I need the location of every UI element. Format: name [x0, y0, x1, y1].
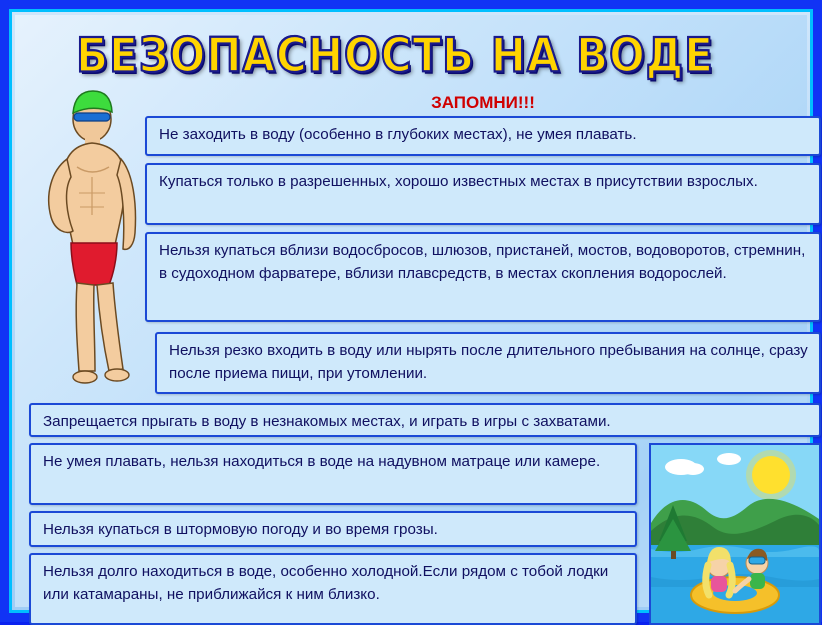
rule-text: Нельзя долго находиться в воде, особенно холодной.Если рядом с тобой лодки или катамараны, не приближайся к ним близко.: [43, 563, 609, 603]
swimmer-figure-illustration: [37, 85, 155, 395]
subtitle: ЗАПОМНИ!!!: [431, 93, 535, 112]
page-title: БЕЗОПАСНОСТЬ НА ВОДЕ: [76, 28, 714, 83]
rule-item: [155, 332, 821, 394]
rule-item: [145, 116, 821, 156]
rule-text: Не умея плавать, нельзя находиться в воде на надувном матраце или камере.: [43, 453, 601, 470]
rule-item: [29, 553, 637, 625]
rule-text: Нельзя резко входить в воду или нырять после длительного пребывания на солнце, сразу после приема пищи, при утомлении.: [169, 342, 808, 382]
rule-text: Купаться только в разрешенных, хорошо известных местах в присутствии взрослых.: [159, 173, 758, 190]
rule-item: [29, 403, 821, 437]
poster-inner-background: [15, 15, 807, 607]
rule-text: Нельзя купаться вблизи водосбросов, шлюзов, пристаней, мостов, водоворотов, стремнин, в судоходном фарватере, вблизи плавсредств, в местах скопления водорослей.: [159, 242, 806, 282]
rule-item: [145, 232, 821, 322]
rule-text: Запрещается прыгать в воду в незнакомых местах, и играть в игры с захватами.: [43, 413, 611, 430]
rule-text: Нельзя купаться в штормовую погоду и во время грозы.: [43, 521, 438, 538]
rule-text: Не заходить в воду (особенно в глубоких местах), не умея плавать.: [159, 126, 637, 143]
rule-item: [29, 443, 637, 505]
rule-item: [145, 163, 821, 225]
rule-item: [29, 511, 637, 547]
children-in-inflatable-ring-photo: [649, 443, 821, 625]
